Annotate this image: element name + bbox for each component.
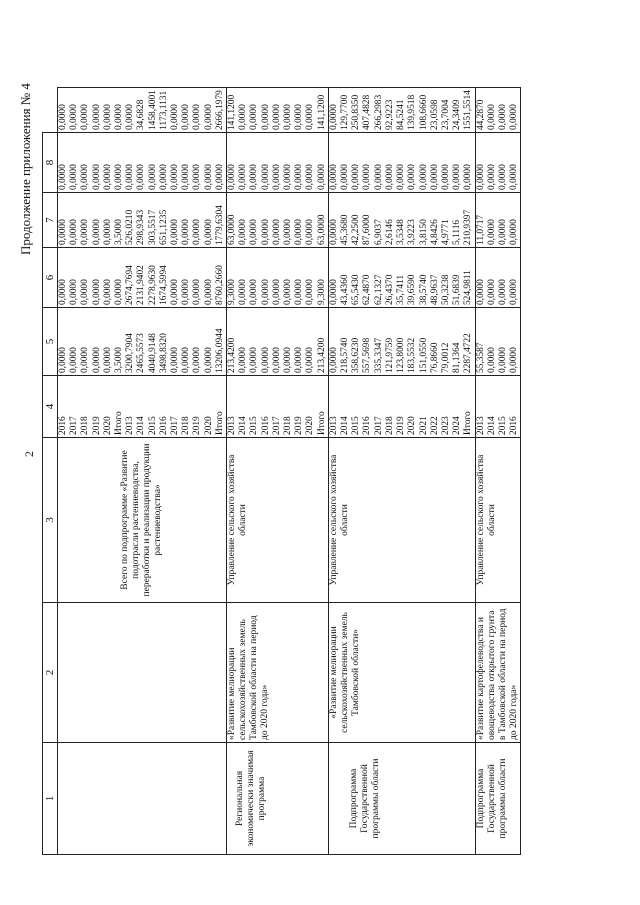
value-cell-col8: 44,2870 0,0000 0,0000 0,0000	[475, 88, 521, 133]
table-row	[227, 88, 329, 855]
executor-cell: Управление сельского хозяйства области	[475, 438, 521, 603]
column-header: 7	[43, 193, 58, 248]
value-cell-col8: 141,1200 0,0000 0,0000 0,0000 0,0000 0,0000 0,0000 0,0000 141,1200	[227, 88, 329, 133]
value-cell-col6: 63,0000 0,0000 0,0000 0,0000 0,0000 0,0000 0,0000 0,0000 63,0000	[227, 193, 329, 248]
value-cell-col7: 0,0000 0,0000 0,0000 0,0000 0,0000 0,0000 0,0000 0,0000 0,0000 0,0000 0,0000 0,0000 0,0000 0,0000 0,0000	[58, 133, 227, 193]
executor-cell: Управление сельского хозяйства области	[328, 438, 475, 603]
executor-cell: Управление сельского хозяйства области	[227, 438, 329, 603]
table-row	[58, 88, 227, 855]
program-name-cell: «Развитие мелиорации сельскохозяйственных земель Тамбовской области на период до 2020 года»	[227, 603, 329, 743]
value-cell-col7: 0,0000 0,0000 0,0000 0,0000 0,0000 0,0000 0,0000 0,0000 0,0000	[227, 133, 329, 193]
value-cell-total: 55,3587 0,0000 0,0000 0,0000	[475, 308, 521, 376]
column-header: 6	[43, 248, 58, 308]
table-row	[475, 88, 521, 855]
column-header: 1	[43, 743, 58, 855]
value-cell-col5: 0,0000 0,0000 0,0000 0,0000 0,0000 0,0000 2674,7694 2131,9402 2278,9630 1674,5994 0,0000 0,0000 0,0000 0,0000 8760,2660	[58, 248, 227, 308]
value-cell-col6: 11,0717 0,0000 0,0000 0,0000	[475, 193, 521, 248]
value-cell-col6: 0,0000 45,3680 42,2500 87,6000 6,9037 2,6146 3,5348 3,9223 3,8150 4,8426 4,9771 5,1116 210,9397	[328, 193, 475, 248]
executor-cell: Всего по подпрограмме «Развитие подотрасли растениеводства, переработки и реализации продукции растениеводства»	[58, 438, 227, 603]
value-cell-col7: 0,0000 0,0000 0,0000 0,0000	[475, 133, 521, 193]
column-header: 3	[43, 438, 58, 603]
financing-table	[42, 87, 521, 855]
column-header: 8	[43, 133, 58, 193]
year-cell: 2013 2014 2015 2016 2017 2018 2019 2020 Итого	[227, 376, 329, 438]
value-cell-col6: 0,0000 0,0000 0,0000 0,0000 0,0000 3,5000 526,0210 298,9343 303,5517 651,1235 0,0000 0,0000 0,0000 0,0000 1779,6304	[58, 193, 227, 248]
value-cell-total: 213,4200 0,0000 0,0000 0,0000 0,0000 0,0000 0,0000 0,0000 213,4200	[227, 308, 329, 376]
value-cell-total: 0,0000 218,5740 358,6230 557,5698 335,3347 121,9759 123,8000 183,5532 151,0550 76,8660 79,0012 81,1364 2287,4722	[328, 308, 475, 376]
program-type-cell: Региональная экономически значимая программа	[227, 743, 329, 855]
value-cell-col5: 0,0000 43,4360 65,5430 62,4870 62,1327 26,4370 35,7411 39,6590 38,5740 48,9637 50,3238 51,6839 524,9811	[328, 248, 475, 308]
column-header: 2	[43, 603, 58, 743]
year-cell: 2013 2014 2015 2016	[475, 376, 521, 438]
column-header: 5	[43, 308, 58, 376]
program-type-cell: Подпрограмма Государственной программы области	[328, 743, 475, 855]
value-cell-total: 0,0000 0,0000 0,0000 0,0000 0,0000 3,5000 3200,7904 2465,5573 4040,9148 3498,8320 0,0000 0,0000 0,0000 0,0000 13206,0944	[58, 308, 227, 376]
value-cell-col8: 0,0000 129,7700 250,8350 407,4828 266,2983 92,9223 84,5241 139,9518 108,6660 23,0598 23,7004 24,3409 1551,5514	[328, 88, 475, 133]
value-cell-col5: 9,3000 0,0000 0,0000 0,0000 0,0000 0,0000 0,0000 0,0000 9,3000	[227, 248, 329, 308]
column-header: 4	[43, 376, 58, 438]
value-cell-col7: 0,0000 0,0000 0,0000 0,0000 0,0000 0,0000 0,0000 0,0000 0,0000 0,0000 0,0000 0,0000 0,0000	[328, 133, 475, 193]
value-cell-col8: 0,0000 0,0000 0,0000 0,0000 0,0000 0,0000 0,0000 34,6828 1458,4001 1173,1131 0,0000 0,0000 0,0000 0,0000 2666,1979	[58, 88, 227, 133]
column-number-row	[43, 88, 58, 855]
year-cell: 2016 2017 2018 2019 2020 Итого 2013 2014 2015 2016 2017 2018 2019 2020 Итого	[58, 376, 227, 438]
page-number: 2	[22, 451, 36, 457]
year-cell: 2013 2014 2015 2016 2017 2018 2019 2020 2021 2022 2023 2024 Итого	[328, 376, 475, 438]
appendix-caption: Продолжение приложения № 4	[18, 83, 33, 255]
program-name-cell	[58, 603, 227, 743]
program-name-cell: «Развитие картофелеводства и овощеводства открытого грунта в Тамбовской области на период до 2020 года»	[475, 603, 521, 743]
program-type-cell	[58, 743, 227, 855]
value-cell-col5: 0,0000 0,0000 0,0000 0,0000	[475, 248, 521, 308]
program-type-cell: Подпрограмма Государственной программы области	[475, 743, 521, 855]
program-name-cell: «Развитие мелиорации сельскохозяйственных земель Тамбовской области»	[328, 603, 475, 743]
table-row	[328, 88, 475, 855]
